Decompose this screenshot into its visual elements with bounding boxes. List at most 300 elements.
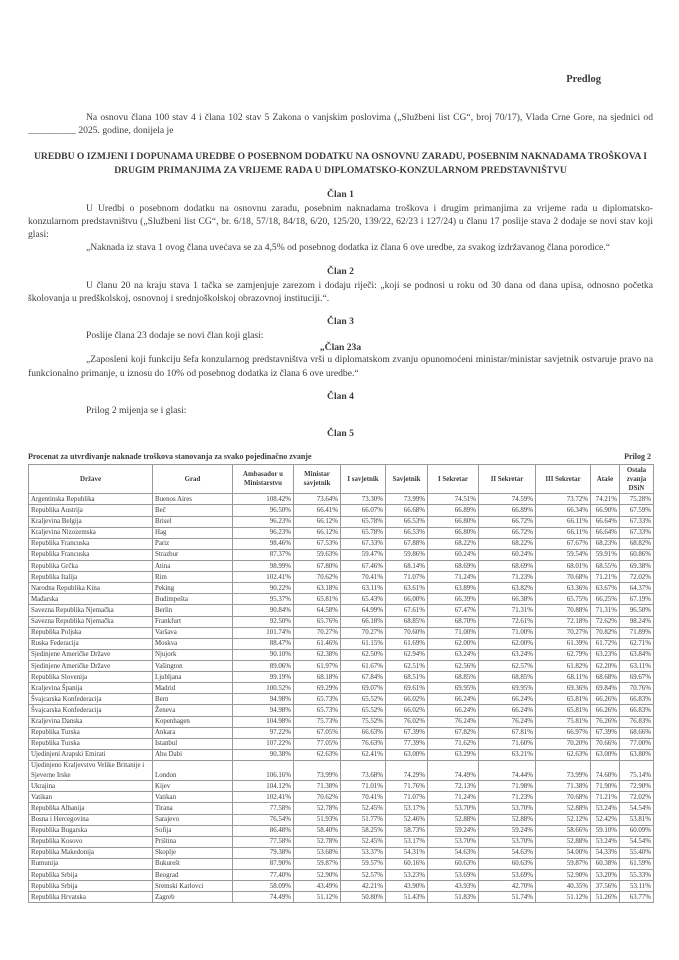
- percentage-cell: 104.98%: [233, 716, 294, 727]
- percentage-cell: 65.81%: [536, 705, 591, 716]
- percentage-cell: 59.63%: [294, 549, 341, 560]
- percentage-cell: 90.84%: [233, 605, 294, 616]
- city-cell: Bern: [153, 694, 233, 705]
- percentage-cell: 52.78%: [294, 803, 341, 814]
- percentage-cell: 70.76%: [620, 683, 654, 694]
- percentage-cell: 64.99%: [341, 605, 386, 616]
- percentage-cell: 52.88%: [536, 836, 591, 847]
- percentage-cell: 72.02%: [620, 572, 654, 583]
- percentage-cell: 98.46%: [233, 538, 294, 549]
- percentage-cell: 58.25%: [341, 825, 386, 836]
- percentage-cell: 71.07%: [386, 572, 428, 583]
- percentage-cell: 59.24%: [479, 825, 536, 836]
- percentage-cell: 73.99%: [536, 760, 591, 780]
- percentage-cell: 62.20%: [591, 661, 620, 672]
- table-row: [29, 881, 654, 892]
- percentage-cell: 52.45%: [341, 836, 386, 847]
- table-row: [29, 683, 654, 694]
- percentage-cell: 63.24%: [479, 649, 536, 660]
- percentage-cell: 68.22%: [428, 538, 479, 549]
- percentage-cell: 74.49%: [428, 760, 479, 780]
- country-cell: Republika Kosovo: [29, 836, 153, 847]
- percentage-cell: 69.61%: [386, 683, 428, 694]
- percentage-cell: 63.21%: [479, 749, 536, 760]
- table-row: [29, 638, 654, 649]
- percentage-cell: 53.70%: [479, 836, 536, 847]
- percentage-cell: 43.93%: [428, 881, 479, 892]
- percentage-cell: 102.41%: [233, 792, 294, 803]
- percentage-cell: 62.94%: [386, 649, 428, 660]
- percentage-cell: 70.62%: [294, 792, 341, 803]
- percentage-cell: 61.39%: [536, 638, 591, 649]
- table-row: [29, 538, 654, 549]
- percentage-cell: 66.83%: [620, 694, 654, 705]
- city-cell: Kijev: [153, 781, 233, 792]
- percentage-cell: 96.50%: [233, 505, 294, 516]
- percentage-cell: 53.17%: [386, 836, 428, 847]
- percentage-cell: 51.83%: [428, 892, 479, 903]
- article-1-paragraph-2: „Naknada iz stava 1 ovog člana uvećava se za 4,5% od posebnog dodatka iz člana 6 ove uredbe, za svakog izdržavanog člana porodice.“: [86, 242, 610, 254]
- percentage-cell: 66.00%: [386, 594, 428, 605]
- percentage-cell: 69.29%: [294, 683, 341, 694]
- percentage-cell: 53.24%: [591, 836, 620, 847]
- percentage-cell: 88.47%: [233, 638, 294, 649]
- percentage-cell: 65.52%: [341, 694, 386, 705]
- percentage-cell: 59.87%: [294, 858, 341, 869]
- percentage-cell: 71.62%: [428, 738, 479, 749]
- article-3-heading: Član 3: [327, 316, 354, 328]
- city-cell: Varšava: [153, 627, 233, 638]
- country-cell: Republika Slovenija: [29, 672, 153, 683]
- city-cell: Sarajevo: [153, 814, 233, 825]
- country-cell: Sjedinjene Američke Države: [29, 661, 153, 672]
- table-row: [29, 661, 654, 672]
- city-cell: Kopenhagen: [153, 716, 233, 727]
- percentage-cell: 70.41%: [341, 572, 386, 583]
- table-row: [29, 605, 654, 616]
- percentage-cell: 62.63%: [294, 749, 341, 760]
- percentage-cell: 66.97%: [536, 727, 591, 738]
- article-1: [28, 189, 653, 255]
- percentage-cell: 86.48%: [233, 825, 294, 836]
- table-row: [29, 705, 654, 716]
- percentage-cell: 66.72%: [479, 527, 536, 538]
- percentage-cell: 65.76%: [294, 616, 341, 627]
- percentage-cell: 67.80%: [294, 561, 341, 572]
- header-minister-counsellor: Ministar savjetnik: [294, 465, 341, 494]
- country-cell: Savezna Republika Njemačka: [29, 616, 153, 627]
- percentage-cell: 63.89%: [428, 583, 479, 594]
- percentage-cell: 68.85%: [479, 672, 536, 683]
- percentage-cell: 66.90%: [591, 505, 620, 516]
- percentage-cell: 63.00%: [386, 749, 428, 760]
- annex-table-block: [28, 452, 653, 903]
- percentage-cell: 71.38%: [294, 781, 341, 792]
- country-cell: Kraljevina Belgija: [29, 516, 153, 527]
- percentage-cell: 66.12%: [294, 516, 341, 527]
- percentage-cell: 68.51%: [386, 672, 428, 683]
- percentage-cell: 51.77%: [341, 814, 386, 825]
- table-row: [29, 738, 654, 749]
- percentage-cell: 67.19%: [620, 594, 654, 605]
- percentage-cell: 68.66%: [620, 727, 654, 738]
- percentage-cell: 70.66%: [591, 738, 620, 749]
- percentage-cell: 63.11%: [620, 661, 654, 672]
- percentage-cell: 74.49%: [233, 892, 294, 903]
- country-cell: Republika Albanija: [29, 803, 153, 814]
- percentage-cell: 62.51%: [386, 661, 428, 672]
- percentage-cell: 54.31%: [386, 847, 428, 858]
- country-cell: Republika Poljska: [29, 627, 153, 638]
- country-cell: Republika Bugarska: [29, 825, 153, 836]
- percentage-cell: 89.06%: [233, 661, 294, 672]
- percentage-cell: 66.64%: [591, 516, 620, 527]
- country-cell: Republika Francuska: [29, 549, 153, 560]
- city-cell: Beograd: [153, 870, 233, 881]
- percentage-cell: 71.89%: [620, 627, 654, 638]
- table-row: [29, 694, 654, 705]
- percentage-cell: 67.82%: [428, 727, 479, 738]
- percentage-cell: 59.91%: [591, 549, 620, 560]
- table-row: [29, 803, 654, 814]
- percentage-cell: 58.40%: [294, 825, 341, 836]
- article-3: [28, 316, 653, 380]
- percentage-cell: 54.33%: [591, 847, 620, 858]
- table-row: [29, 858, 654, 869]
- country-cell: Republika Francuska: [29, 538, 153, 549]
- percentage-cell: 53.24%: [591, 803, 620, 814]
- percentage-cell: 52.12%: [536, 814, 591, 825]
- percentage-cell: 61.67%: [341, 661, 386, 672]
- percentage-cell: 70.41%: [341, 792, 386, 803]
- percentage-cell: 61.82%: [536, 661, 591, 672]
- country-cell: Švajcarska Konfederacija: [29, 694, 153, 705]
- country-cell: Republika Austrija: [29, 505, 153, 516]
- percentage-cell: 68.22%: [479, 538, 536, 549]
- percentage-cell: 69.07%: [341, 683, 386, 694]
- percentage-cell: 72.13%: [428, 781, 479, 792]
- percentage-cell: 68.14%: [386, 561, 428, 572]
- percentage-cell: 43.90%: [386, 881, 428, 892]
- percentage-cell: 66.25%: [591, 594, 620, 605]
- article-1-heading: Član 1: [327, 188, 354, 200]
- city-cell: Hag: [153, 527, 233, 538]
- city-cell: Tirana: [153, 803, 233, 814]
- percentage-cell: 66.02%: [386, 705, 428, 716]
- country-cell: Savezna Republika Njemačka: [29, 605, 153, 616]
- country-cell: Ujedinjeni Arapski Emirati: [29, 749, 153, 760]
- percentage-cell: 65.78%: [341, 527, 386, 538]
- percentage-cell: 63.61%: [386, 583, 428, 594]
- percentage-cell: 76.83%: [620, 716, 654, 727]
- percentage-cell: 54.63%: [479, 847, 536, 858]
- percentage-cell: 68.11%: [536, 672, 591, 683]
- city-cell: Brisel: [153, 516, 233, 527]
- percentage-cell: 100.52%: [233, 683, 294, 694]
- country-cell: Ruska Federacija: [29, 638, 153, 649]
- table-row: [29, 870, 654, 881]
- table-caption-row: [28, 452, 653, 461]
- table-header: [29, 465, 654, 494]
- percentage-cell: 70.60%: [386, 627, 428, 638]
- percentage-cell: 66.07%: [341, 505, 386, 516]
- percentage-cell: 62.57%: [479, 661, 536, 672]
- percentage-cell: 58.66%: [536, 825, 591, 836]
- percentage-cell: 52.88%: [536, 803, 591, 814]
- city-cell: Zagreb: [153, 892, 233, 903]
- percentage-cell: 59.87%: [536, 858, 591, 869]
- percentage-cell: 61.69%: [386, 638, 428, 649]
- percentage-cell: 51.74%: [479, 892, 536, 903]
- decree-title: UREDBU O IZMJENI I DOPUNAMA UREDBE O POSEBNOM DODATKU NA OSNOVNU ZARADU, POSEBNIM NAKNADAMA TROŠKOVA I DRUGIM PRIMANJIMA ZA VRIJEME RADA U DIPLOMATSKO-KONZULARNOM PREDSTAVNIŠTVU: [34, 151, 647, 177]
- header-country: Države: [29, 465, 153, 494]
- header-counsellor: Savjetnik: [386, 465, 428, 494]
- table-row: [29, 716, 654, 727]
- percentage-cell: 101.74%: [233, 627, 294, 638]
- country-cell: Republika Makedonija: [29, 847, 153, 858]
- percentage-cell: 67.39%: [591, 727, 620, 738]
- percentage-cell: 63.36%: [536, 583, 591, 594]
- percentage-cell: 74.29%: [386, 760, 428, 780]
- percentage-cell: 55.40%: [620, 847, 654, 858]
- percentage-cell: 37.56%: [591, 881, 620, 892]
- percentage-cell: 68.69%: [479, 561, 536, 572]
- percentage-cell: 75.52%: [341, 716, 386, 727]
- percentage-cell: 94.98%: [233, 694, 294, 705]
- percentage-cell: 69.84%: [591, 683, 620, 694]
- article-2: [28, 266, 653, 305]
- percentage-cell: 65.52%: [341, 705, 386, 716]
- country-cell: Ukrajina: [29, 781, 153, 792]
- table-row: [29, 847, 654, 858]
- intro-paragraph: [28, 111, 653, 137]
- percentage-cell: 66.53%: [386, 516, 428, 527]
- country-cell: Republika Srbija: [29, 881, 153, 892]
- percentage-cell: 66.41%: [294, 505, 341, 516]
- header-other-titles: Ostala zvanja DSiN: [620, 465, 654, 494]
- percentage-cell: 77.58%: [233, 803, 294, 814]
- percentage-cell: 70.62%: [294, 572, 341, 583]
- percentage-cell: 52.88%: [428, 814, 479, 825]
- percentage-cell: 67.05%: [294, 727, 341, 738]
- percentage-cell: 66.89%: [479, 505, 536, 516]
- percentage-cell: 63.11%: [341, 583, 386, 594]
- percentage-cell: 74.60%: [591, 760, 620, 780]
- percentage-cell: 69.67%: [620, 672, 654, 683]
- percentage-cell: 53.17%: [386, 803, 428, 814]
- percentage-cell: 52.46%: [386, 814, 428, 825]
- percentage-cell: 60.16%: [386, 858, 428, 869]
- percentage-cell: 62.79%: [536, 649, 591, 660]
- article-5-heading: Član 5: [327, 428, 354, 440]
- percentage-cell: 63.84%: [620, 649, 654, 660]
- table-body: [29, 494, 654, 903]
- percentage-cell: 68.01%: [536, 561, 591, 572]
- percentage-cell: 72.62%: [591, 616, 620, 627]
- percentage-cell: 66.80%: [428, 516, 479, 527]
- percentage-cell: 73.68%: [341, 760, 386, 780]
- percentage-cell: 67.67%: [536, 538, 591, 549]
- percentage-cell: 53.20%: [591, 870, 620, 881]
- percentage-cell: 107.22%: [233, 738, 294, 749]
- percentage-cell: 68.70%: [428, 616, 479, 627]
- percentage-cell: 62.00%: [479, 638, 536, 649]
- article-4-heading: Član 4: [327, 390, 354, 402]
- percentage-cell: 68.18%: [294, 672, 341, 683]
- percentage-cell: 60.63%: [479, 858, 536, 869]
- percentage-cell: 69.36%: [536, 683, 591, 694]
- percentage-cell: 63.29%: [428, 749, 479, 760]
- percentage-cell: 71.98%: [479, 781, 536, 792]
- percentage-cell: 67.59%: [620, 505, 654, 516]
- table-row: [29, 825, 654, 836]
- percentage-cell: 67.46%: [341, 561, 386, 572]
- percentage-cell: 62.41%: [341, 749, 386, 760]
- percentage-cell: 76.24%: [428, 716, 479, 727]
- table-row: [29, 561, 654, 572]
- percentage-cell: 94.98%: [233, 705, 294, 716]
- country-cell: Bosna i Hercegovina: [29, 814, 153, 825]
- city-cell: Sremski Karlovci: [153, 881, 233, 892]
- percentage-cell: 53.70%: [428, 836, 479, 847]
- city-cell: Abu Dabi: [153, 749, 233, 760]
- article-4-paragraph-1: Prilog 2 mijenja se i glasi:: [86, 404, 187, 416]
- percentage-cell: 104.12%: [233, 781, 294, 792]
- table-row: [29, 505, 654, 516]
- percentage-cell: 53.70%: [428, 803, 479, 814]
- percentage-cell: 54.54%: [620, 836, 654, 847]
- percentage-cell: 52.45%: [341, 803, 386, 814]
- table-row: [29, 814, 654, 825]
- country-cell: Mađarska: [29, 594, 153, 605]
- country-cell: Republika Srbija: [29, 870, 153, 881]
- percentage-cell: 63.67%: [591, 583, 620, 594]
- percentage-cell: 71.23%: [479, 572, 536, 583]
- percentage-cell: 90.10%: [233, 649, 294, 660]
- city-cell: Strazbur: [153, 549, 233, 560]
- percentage-cell: 90.38%: [233, 749, 294, 760]
- article-3-paragraph-1: Poslije člana 23 dodaje se novi član koji glasi:: [86, 330, 264, 342]
- percentage-cell: 97.22%: [233, 727, 294, 738]
- percentage-cell: 51.93%: [294, 814, 341, 825]
- percentage-cell: 77.39%: [386, 738, 428, 749]
- country-cell: Republika Turska: [29, 738, 153, 749]
- city-cell: Budimpešta: [153, 594, 233, 605]
- percentage-cell: 53.69%: [428, 870, 479, 881]
- percentage-cell: 59.54%: [536, 549, 591, 560]
- city-cell: Vatikan: [153, 792, 233, 803]
- percentage-cell: 61.72%: [591, 638, 620, 649]
- percentage-cell: 71.07%: [386, 792, 428, 803]
- percentage-cell: 53.81%: [620, 814, 654, 825]
- city-cell: Bukurešt: [153, 858, 233, 869]
- percentage-cell: 99.19%: [233, 672, 294, 683]
- percentage-cell: 58.09%: [233, 881, 294, 892]
- percentage-cell: 73.99%: [294, 760, 341, 780]
- percentage-cell: 74.51%: [428, 494, 479, 505]
- city-cell: Ženeva: [153, 705, 233, 716]
- percentage-cell: 69.95%: [479, 683, 536, 694]
- city-cell: Peking: [153, 583, 233, 594]
- percentage-cell: 66.11%: [536, 527, 591, 538]
- percentage-cell: 75.73%: [294, 716, 341, 727]
- percentage-cell: 66.24%: [428, 694, 479, 705]
- table-header-row: [29, 465, 654, 494]
- percentage-cell: 53.69%: [479, 870, 536, 881]
- percentage-cell: 65.43%: [341, 594, 386, 605]
- percentage-cell: 60.86%: [620, 549, 654, 560]
- country-cell: Republika Italija: [29, 572, 153, 583]
- city-cell: Priština: [153, 836, 233, 847]
- percentage-cell: 66.63%: [341, 727, 386, 738]
- country-cell: Rumunija: [29, 858, 153, 869]
- percentage-cell: 72.90%: [620, 781, 654, 792]
- percentage-cell: 70.27%: [536, 627, 591, 638]
- percentage-cell: 67.88%: [386, 538, 428, 549]
- percentage-cell: 65.81%: [536, 694, 591, 705]
- city-cell: Moskva: [153, 638, 233, 649]
- housing-allowance-table: [28, 464, 654, 903]
- percentage-cell: 66.39%: [428, 594, 479, 605]
- percentage-cell: 71.01%: [341, 781, 386, 792]
- percentage-cell: 65.81%: [294, 594, 341, 605]
- percentage-cell: 54.63%: [428, 847, 479, 858]
- percentage-cell: 51.26%: [591, 892, 620, 903]
- percentage-cell: 66.24%: [479, 694, 536, 705]
- city-cell: London: [153, 760, 233, 780]
- percentage-cell: 68.69%: [428, 561, 479, 572]
- percentage-cell: 76.26%: [591, 716, 620, 727]
- header-second-secretary: II Sekretar: [479, 465, 536, 494]
- percentage-cell: 67.33%: [620, 527, 654, 538]
- percentage-cell: 70.82%: [591, 627, 620, 638]
- percentage-cell: 71.23%: [479, 792, 536, 803]
- percentage-cell: 77.00%: [620, 738, 654, 749]
- country-cell: Republika Grčka: [29, 561, 153, 572]
- percentage-cell: 61.97%: [294, 661, 341, 672]
- country-cell: Narodna Republika Kina: [29, 583, 153, 594]
- table-row: [29, 892, 654, 903]
- percentage-cell: 66.18%: [341, 616, 386, 627]
- percentage-cell: 53.23%: [386, 870, 428, 881]
- percentage-cell: 71.76%: [386, 781, 428, 792]
- article-23a-subheading: „Član 23a: [319, 342, 362, 354]
- header-ambassador: Ambasador u Ministarstvu: [233, 465, 294, 494]
- percentage-cell: 74.59%: [479, 494, 536, 505]
- percentage-cell: 65.73%: [294, 705, 341, 716]
- percentage-cell: 66.89%: [428, 505, 479, 516]
- percentage-cell: 62.63%: [536, 749, 591, 760]
- percentage-cell: 67.33%: [341, 538, 386, 549]
- country-cell: Kraljevina Španija: [29, 683, 153, 694]
- percentage-cell: 66.24%: [479, 705, 536, 716]
- table-caption: Procenat za utvrđivanje naknade troškova stanovanja za svako pojedinačno zvanje: [28, 452, 312, 462]
- percentage-cell: 53.68%: [294, 847, 341, 858]
- percentage-cell: 71.21%: [591, 792, 620, 803]
- percentage-cell: 74.44%: [479, 760, 536, 780]
- percentage-cell: 52.57%: [341, 870, 386, 881]
- percentage-cell: 74.21%: [591, 494, 620, 505]
- country-cell: Kraljevina Nizozemska: [29, 527, 153, 538]
- percentage-cell: 63.18%: [294, 583, 341, 594]
- percentage-cell: 96.23%: [233, 516, 294, 527]
- prilog-label: Prilog 2: [624, 452, 651, 462]
- percentage-cell: 71.00%: [428, 627, 479, 638]
- percentage-cell: 66.38%: [479, 594, 536, 605]
- percentage-cell: 102.41%: [233, 572, 294, 583]
- table-row: [29, 792, 654, 803]
- country-cell: Argentinska Republika: [29, 494, 153, 505]
